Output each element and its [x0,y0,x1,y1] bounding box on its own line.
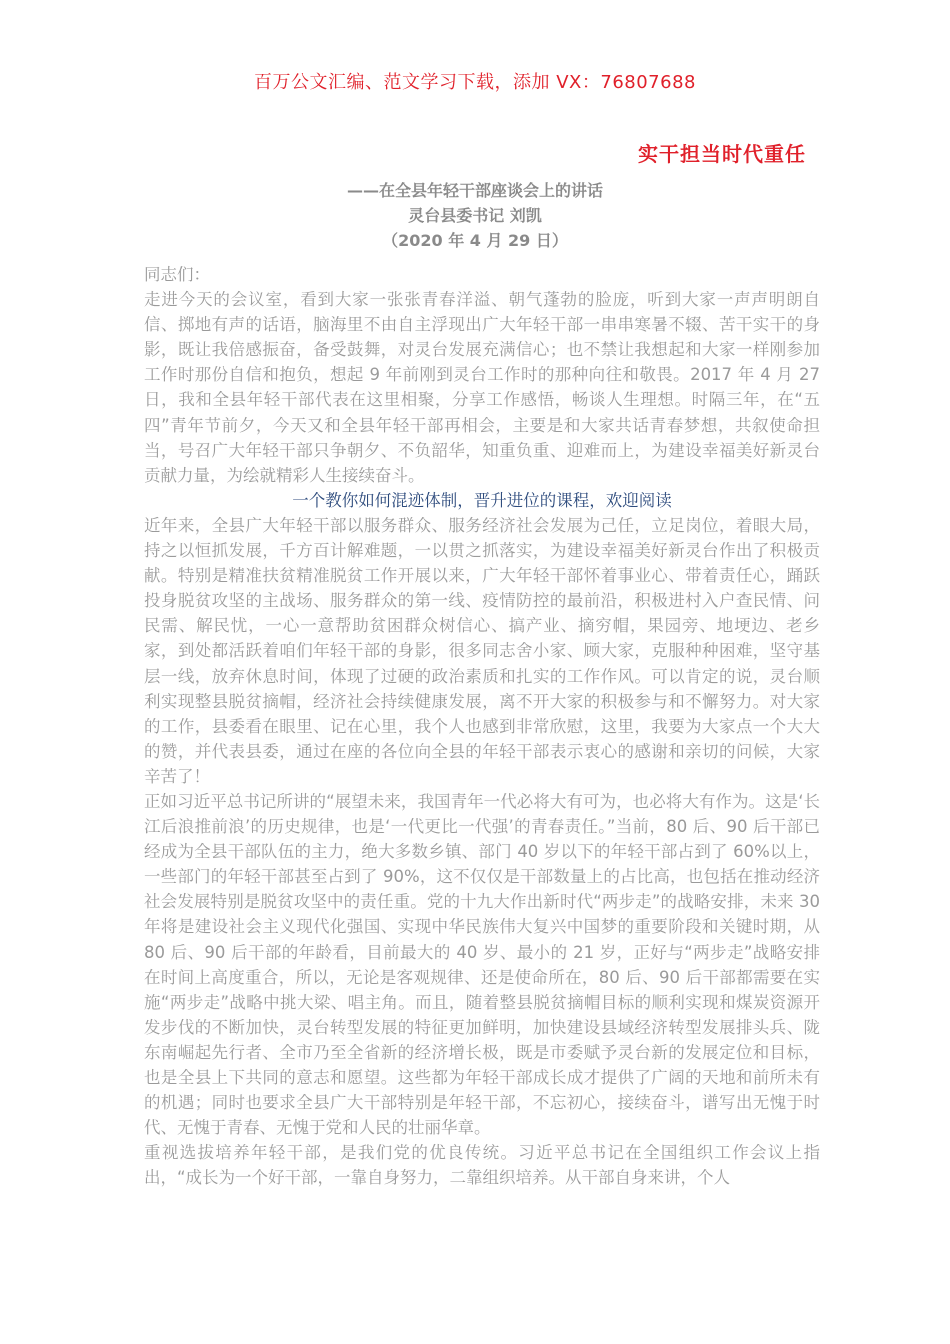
document-date: （2020 年 4 月 29 日） [382,231,568,250]
document-body [144,262,820,1190]
paragraph: 正如习近平总书记所讲的“展望未来，我国青年一代必将大有可为，也必将大有作为。这是‘长江后浪推前浪’的历史规律，也是‘一代更比一代强’的青春责任。”当前，80 后、90 后干部已经成为全县干部队伍的主力，绝大多数乡镇、部门 40 岁以下的年轻干部占到了 60%以上，一些部门的年轻干部甚至占到了 90%，这不仅仅是干部数量上的占比高，也包括在推动经济社会发展特别是脱贫攻坚中的责任重。党的十九大作出新时代“两步走”的战略安排，未来 30 年将是建设社会主义现代化强国、实现中华民族伟大复兴中国梦的重要阶段和关键时期，从 80 后、90 后干部的年龄看，目前最大的 40 岁、最小的 21 岁，正好与“两步走”战略安排在时间上高度重合，所以，无论是客观规律、还是使命所在，80 后、90 后干部都需要在实施“两步走”战略中挑大梁、唱主角。而且，随着整县脱贫摘帽目标的顺利实现和煤炭资源开发步伐的不断加快，灵台转型发展的特征更加鲜明，加快建设县域经济转型发展排头兵、陇东南崛起先行者、全市乃至全省新的经济增长极，既是市委赋予灵台新的发展定位和目标，也是全县上下共同的意志和愿望。这些都为年轻干部成长成才提供了广阔的天地和前所未有的机遇；同时也要求全县广大干部特别是年轻干部，不忘初心，接续奋斗，谱写出无愧于时代、无愧于青春、无愧于党和人民的壮丽华章。 [144,791,820,1138]
promo-banner: 百万公文汇编、范文学习下载，添加 VX：76807688 [254,72,696,93]
document-header [0,178,950,253]
document-author: 灵台县委书记 刘凯 [408,206,542,225]
document-subtitle: ——在全县年轻干部座谈会上的讲话 [346,181,603,200]
greeting: 同志们： [144,265,210,284]
promo-link[interactable]: 一个教你如何混迹体制，晋升进位的课程，欢迎阅读 [292,490,672,510]
paragraph: 走进今天的会议室，看到大家一张张青春洋溢、朝气蓬勃的脸庞，听到大家一声声明朗自信、掷地有声的话语，脑海里不由自主浮现出广大年轻干部一串串寒暑不辍、苦干实干的身影，既让我倍感振奋，备受鼓舞，对灵台发展充满信心；也不禁让我想起和大家一样刚参加工作时那份自信和抱负，想起 9 年前刚到灵台工作时的那种向往和敬畏。2017 年 4 月 27 日，我和全县年轻干部代表在这里相聚，分享工作感悟，畅谈人生理想。时隔三年，在“五四”青年节前夕，今天又和全县年轻干部再相会，主要是和大家共话青春梦想，共叙使命担当，号召广大年轻干部只争朝夕、不负韶华，知重负重、迎难而上，为建设幸福美好新灵台贡献力量，为绘就精彩人生接续奋斗。 [144,290,820,485]
paragraph: 重视选拔培养年轻干部，是我们党的优良传统。习近平总书记在全国组织工作会议上指出，“成长为一个好干部，一靠自身努力，二靠组织培养。从干部自身来讲，个人 [144,1143,820,1188]
paragraph: 近年来，全县广大年轻干部以服务群众、服务经济社会发展为己任，立足岗位，着眼大局，持之以恒抓发展，千方百计解难题，一以贯之抓落实，为建设幸福美好新灵台作出了积极贡献。特别是精准扶贫精准脱贫工作开展以来，广大年轻干部怀着事业心、带着责任心，踊跃投身脱贫攻坚的主战场、服务群众的第一线、疫情防控的最前沿，积极进村入户查民情、问民需、解民忧，一心一意帮助贫困群众树信心、搞产业、摘穷帽，果园旁、地埂边、老乡家，到处都活跃着咱们年轻干部的身影，很多同志舍小家、顾大家，克服种种困难，坚守基层一线，放弃休息时间，体现了过硬的政治素质和扎实的工作作风。可以肯定的说，灵台顺利实现整县脱贫摘帽，经济社会持续健康发展，离不开大家的积极参与和不懈努力。对大家的工作，县委看在眼里、记在心里，我个人也感到非常欣慰，这里，我要为大家点一个大大的赞，并代表县委，通过在座的各位向全县的年轻干部表示衷心的感谢和亲切的问候，大家辛苦了！ [144,515,820,786]
document-title: 实干担当时代重任 [638,142,806,166]
